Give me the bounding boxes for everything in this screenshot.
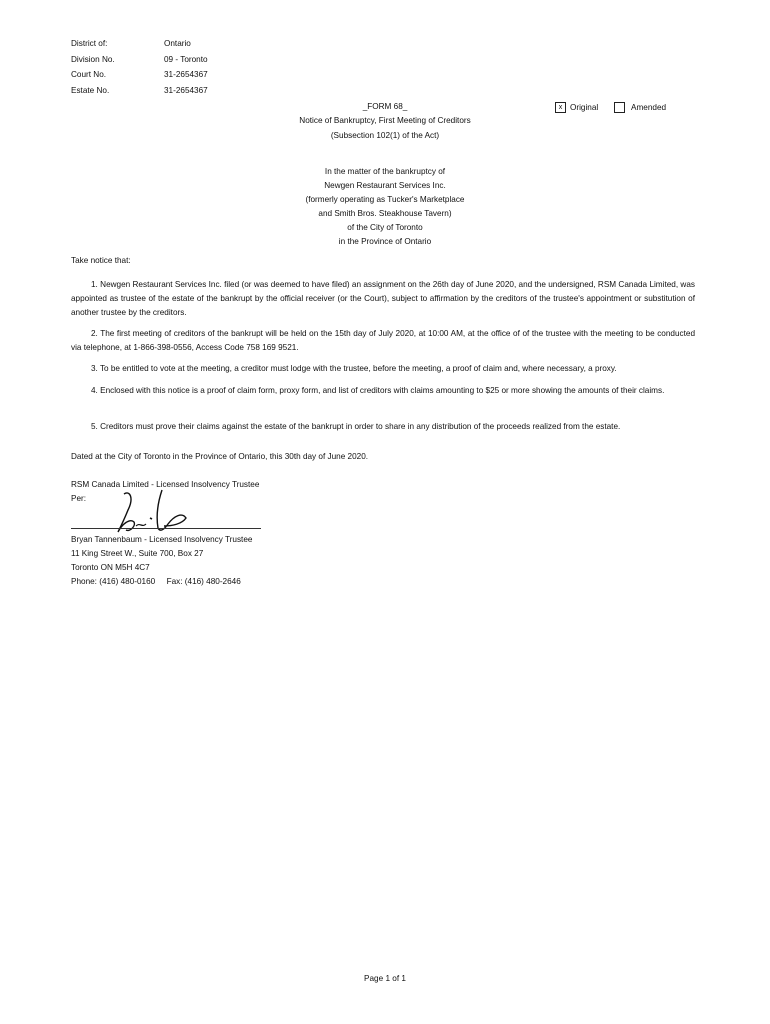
paragraph-4: 4. Enclosed with this notice is a proof of claim form, proxy form, and list of creditors with claims amounting to $25 or more showing the amounts of their claims. (91, 386, 665, 395)
address-line-1: 11 King Street W., Suite 700, Box 27 (71, 549, 204, 558)
form-subsection: (Subsection 102(1) of the Act) (330, 131, 440, 140)
matter-line-1: In the matter of the bankruptcy of (324, 167, 446, 176)
per-label: Per: (71, 494, 87, 503)
court-label: Court No. (71, 70, 107, 79)
signer-name: Bryan Tannenbaum - Licensed Insolvency Trustee (71, 535, 253, 544)
signature-line (71, 528, 261, 529)
original-checkbox[interactable]: x (555, 102, 566, 113)
division-value: 09 - Toronto (164, 55, 208, 64)
handwritten-signature (112, 488, 192, 538)
paragraph-1: 1. Newgen Restaurant Services Inc. filed (or was deemed to have filed) an assignment on the 26th day of June 2020, and the undersigned, RSM Canada Limited, was appointed as trustee of the estate of the bankrupt by the official receiver (or the Court), subject to affirmation by the creditors of the trustee's appointment or substitution of another trustee by the creditors. (71, 280, 695, 317)
paragraph-2: 2. The first meeting of creditors of the bankrupt will be held on the 15th day of July 2020, at 10:00 AM, at the office of of the trustee with the meeting to be conducted via telephone, at 1-866-398-0556, Access Code 758 169 9521. (71, 329, 695, 352)
matter-line-3: (formerly operating as Tucker's Marketplace (305, 195, 465, 204)
trustee-firm: RSM Canada Limited - Licensed Insolvency Trustee (71, 480, 260, 489)
division-label: Division No. (71, 55, 115, 64)
original-label: Original (570, 103, 599, 112)
matter-line-6: in the Province of Ontario (338, 237, 432, 246)
estate-value: 31-2654367 (164, 86, 208, 95)
form-number: _FORM 68_ (362, 102, 408, 111)
amended-label: Amended (631, 103, 667, 112)
matter-line-2: Newgen Restaurant Services Inc. (324, 181, 446, 190)
estate-label: Estate No. (71, 86, 110, 95)
district-value: Ontario (164, 39, 191, 48)
paragraph-5: 5. Creditors must prove their claims against the estate of the bankrupt in order to share in any distribution of the proceeds realized from the estate. (91, 422, 621, 431)
page-number: Page 1 of 1 (364, 974, 406, 983)
district-label: District of: (71, 39, 108, 48)
court-value: 31-2654367 (164, 70, 208, 79)
take-notice: Take notice that: (71, 256, 131, 265)
address-line-2: Toronto ON M5H 4C7 (71, 563, 150, 572)
matter-line-5: of the City of Toronto (347, 223, 423, 232)
amended-checkbox[interactable] (614, 102, 625, 113)
phone-fax: Phone: (416) 480-0160 Fax: (416) 480-2646 (71, 577, 241, 586)
matter-line-4: and Smith Bros. Steakhouse Tavern) (318, 209, 452, 218)
form-title: Notice of Bankruptcy, First Meeting of Creditors (299, 116, 471, 125)
paragraph-3: 3. To be entitled to vote at the meeting, a creditor must lodge with the trustee, before the meeting, a proof of claim and, where necessary, a proxy. (91, 364, 617, 373)
dated-line: Dated at the City of Toronto in the Province of Ontario, this 30th day of June 2020. (71, 452, 369, 461)
